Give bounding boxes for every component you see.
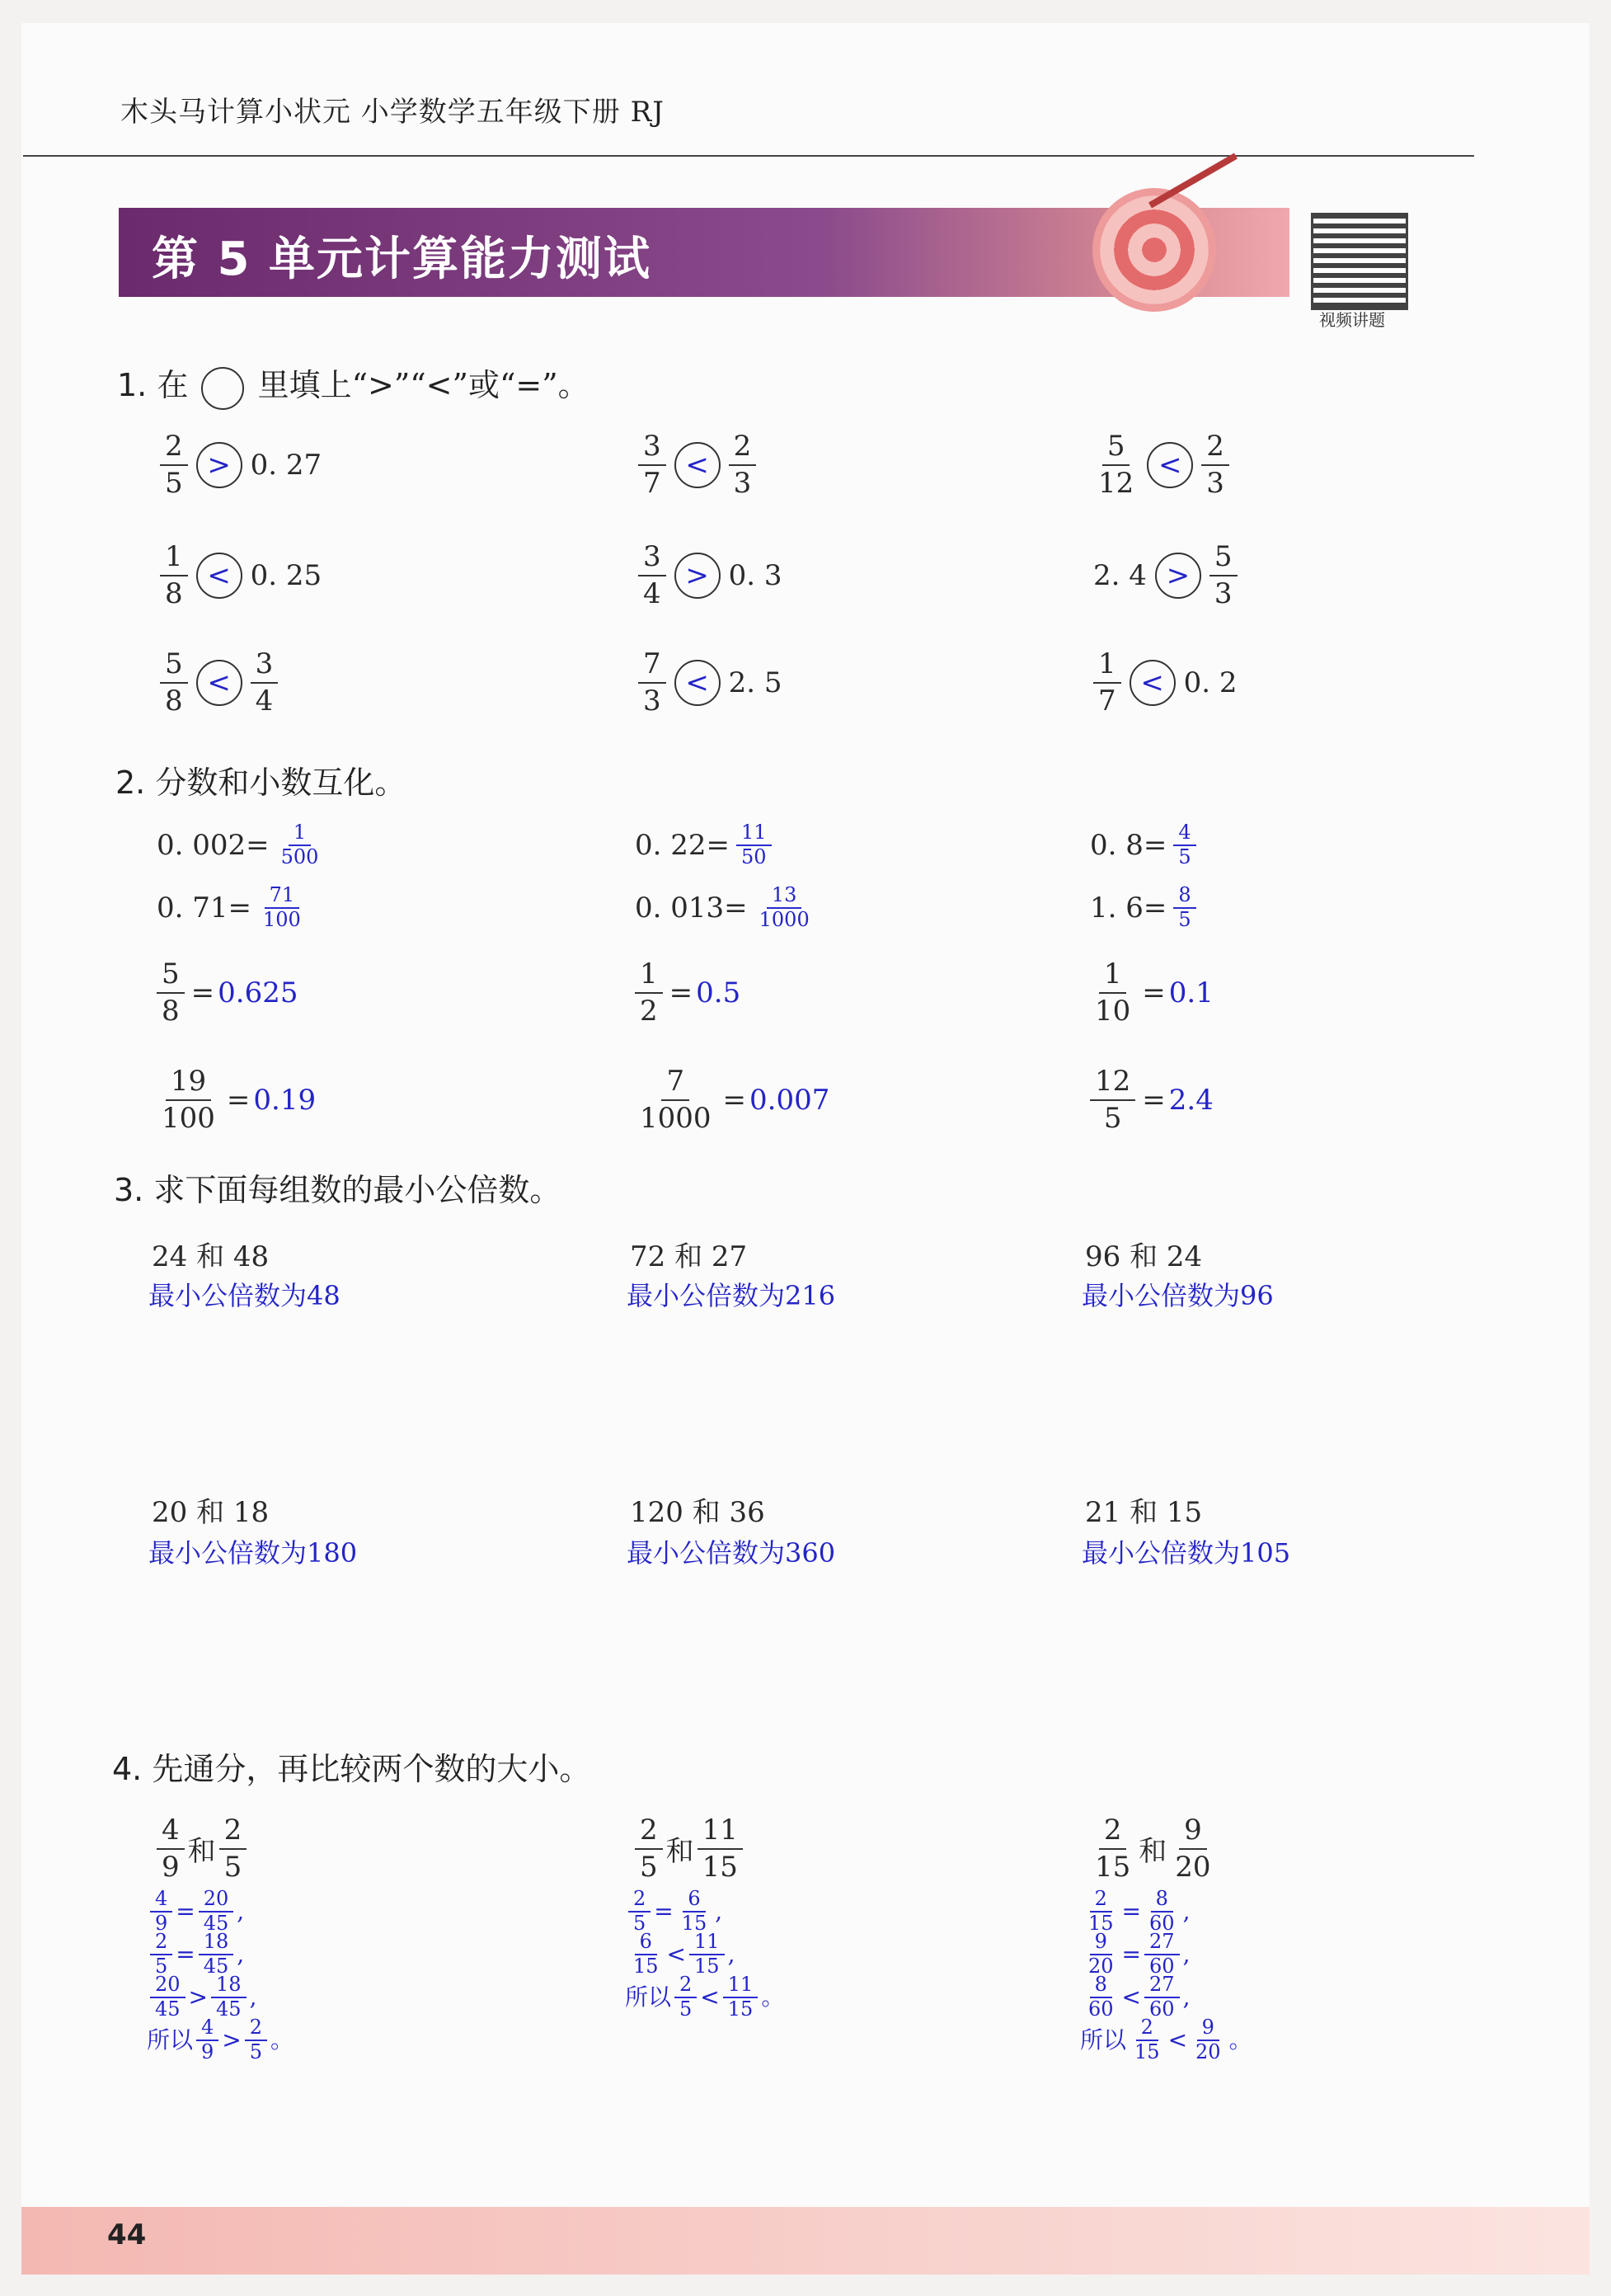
question-4-heading bbox=[112, 1743, 590, 1789]
step-left-fraction bbox=[1083, 1931, 1119, 1978]
solution-steps bbox=[1080, 1887, 1252, 2063]
step-operator: < bbox=[666, 1941, 687, 1968]
given-decimal: 0. 8= bbox=[1090, 828, 1167, 862]
conversion-item bbox=[632, 884, 818, 931]
step-right-fraction-numerator: 2 bbox=[245, 2016, 267, 2041]
step-punctuation: , bbox=[715, 1898, 723, 1925]
step-right-fraction-denominator: 5 bbox=[249, 2040, 263, 2063]
step-right-fraction-numerator: 8 bbox=[1151, 1888, 1173, 1913]
lcm-answer: 最小公倍数为48 bbox=[148, 1280, 341, 1311]
right-fraction-numerator: 2 bbox=[729, 429, 757, 466]
solution-step bbox=[147, 1930, 294, 1978]
left-fraction-numerator: 1 bbox=[160, 539, 188, 576]
step-left-fraction-denominator: 15 bbox=[1134, 2040, 1160, 2063]
right-decimal: 2. 5 bbox=[728, 666, 782, 699]
conversion-item bbox=[1087, 957, 1214, 1028]
step-right-fraction bbox=[1144, 1888, 1180, 1935]
right-fraction-numerator: 3 bbox=[251, 647, 279, 684]
answer-sign: < bbox=[196, 553, 242, 599]
page-number: 44 bbox=[107, 2218, 147, 2251]
conversion-item bbox=[153, 1064, 316, 1136]
answer-decimal: 0.625 bbox=[218, 976, 298, 1009]
step-right-fraction bbox=[723, 1974, 759, 2021]
answer-fraction-numerator: 1 bbox=[289, 821, 311, 846]
second-fraction-numerator: 9 bbox=[1179, 1813, 1207, 1850]
equals-sign: = bbox=[1142, 1083, 1166, 1117]
step-left-fraction-denominator: 60 bbox=[1088, 1997, 1114, 2021]
conversion-item bbox=[632, 957, 740, 1028]
step-left-fraction-denominator: 5 bbox=[155, 1955, 168, 1978]
second-fraction bbox=[1170, 1813, 1215, 1884]
given-fraction-numerator: 12 bbox=[1090, 1064, 1135, 1101]
step-right-fraction-denominator: 45 bbox=[203, 1955, 229, 1978]
step-right-fraction-denominator: 45 bbox=[216, 1997, 242, 2021]
given-fraction bbox=[157, 957, 185, 1028]
step-right-fraction-denominator: 45 bbox=[203, 1912, 229, 1935]
answer-sign: > bbox=[674, 553, 721, 599]
left-fraction bbox=[1093, 429, 1139, 501]
step-operator: = bbox=[176, 1898, 195, 1925]
left-fraction-denominator: 8 bbox=[165, 576, 183, 610]
first-fraction-numerator: 4 bbox=[157, 1813, 185, 1850]
conversion-item bbox=[1087, 1064, 1214, 1136]
compare-pair bbox=[632, 1813, 746, 1884]
second-fraction-denominator: 15 bbox=[702, 1850, 738, 1884]
given-decimal: 0. 71= bbox=[157, 891, 251, 925]
answer-sign: < bbox=[1130, 660, 1176, 706]
step-right-fraction bbox=[199, 1931, 234, 1978]
step-punctuation: , bbox=[1182, 1898, 1191, 1925]
left-fraction-numerator: 3 bbox=[638, 539, 666, 576]
step-right-fraction bbox=[245, 2016, 267, 2063]
right-fraction bbox=[1209, 539, 1238, 611]
given-fraction bbox=[635, 1064, 716, 1136]
compare-item bbox=[635, 539, 786, 611]
right-decimal: 0. 3 bbox=[728, 558, 782, 592]
lcm-question: 21 和 15 bbox=[1085, 1496, 1203, 1529]
lcm-answer: 最小公倍数为216 bbox=[627, 1280, 836, 1311]
given-decimal: 0. 002= bbox=[157, 828, 270, 862]
answer-fraction bbox=[1173, 821, 1195, 868]
step-left-fraction-numerator: 2 bbox=[150, 1931, 172, 1955]
right-fraction-denominator: 3 bbox=[1206, 466, 1224, 500]
left-fraction-denominator: 3 bbox=[643, 684, 661, 718]
step-operator: > bbox=[222, 2026, 242, 2054]
joiner-text: 和 bbox=[665, 1835, 694, 1868]
joiner-text: 和 bbox=[1139, 1835, 1167, 1868]
answer-decimal: 0.1 bbox=[1168, 976, 1214, 1009]
given-fraction-denominator: 1000 bbox=[640, 1101, 712, 1135]
solution-step bbox=[625, 1930, 784, 1978]
first-fraction bbox=[1090, 1813, 1135, 1884]
left-fraction-denominator: 4 bbox=[643, 576, 661, 610]
compare-item bbox=[1090, 429, 1233, 501]
conversion-item bbox=[153, 884, 309, 931]
step-right-fraction bbox=[1144, 1931, 1180, 1978]
given-fraction-denominator: 2 bbox=[640, 994, 658, 1028]
lcm-answer: 最小公倍数为105 bbox=[1082, 1537, 1291, 1569]
left-fraction bbox=[638, 647, 666, 718]
therefore-text: 所以 bbox=[147, 2026, 194, 2054]
solution-steps bbox=[625, 1887, 785, 2021]
solution-step bbox=[1080, 1973, 1252, 2021]
given-decimal: 0. 013= bbox=[635, 891, 748, 925]
answer-fraction-denominator: 1000 bbox=[759, 907, 810, 931]
answer-decimal: 2.4 bbox=[1168, 1083, 1214, 1117]
joiner-text: 和 bbox=[187, 1835, 216, 1868]
given-fraction-denominator: 100 bbox=[162, 1101, 215, 1135]
second-fraction bbox=[697, 1813, 743, 1884]
lcm-question: 24 和 48 bbox=[152, 1240, 270, 1273]
conversion-item bbox=[153, 957, 298, 1028]
answer-decimal: 0.5 bbox=[696, 976, 741, 1009]
qr-code-icon[interactable] bbox=[1311, 213, 1408, 310]
step-right-fraction-denominator: 60 bbox=[1149, 1912, 1175, 1935]
lcm-question: 120 和 36 bbox=[630, 1496, 765, 1529]
answer-fraction bbox=[754, 884, 815, 931]
qr-caption: 视频讲题 bbox=[1319, 310, 1385, 330]
left-fraction-numerator: 5 bbox=[160, 647, 188, 684]
compare-item bbox=[157, 429, 325, 501]
step-left-fraction-denominator: 9 bbox=[201, 2040, 214, 2063]
answer-fraction bbox=[1173, 884, 1195, 931]
step-right-fraction-denominator: 15 bbox=[681, 1912, 707, 1935]
right-decimal: 0. 2 bbox=[1183, 666, 1238, 699]
right-fraction-numerator: 5 bbox=[1209, 539, 1238, 576]
step-operator: > bbox=[188, 1983, 209, 2011]
solution-step bbox=[1080, 1887, 1252, 1935]
step-left-fraction-denominator: 15 bbox=[1088, 1912, 1114, 1935]
question-2-number: 2. bbox=[115, 765, 146, 801]
given-fraction bbox=[157, 1064, 220, 1136]
answer-fraction-denominator: 5 bbox=[1178, 907, 1191, 931]
left-fraction-denominator: 8 bbox=[165, 684, 183, 718]
answer-fraction bbox=[736, 821, 772, 868]
given-fraction-denominator: 8 bbox=[162, 994, 180, 1028]
unit-title: 第 5 单元计算能力测试 bbox=[152, 233, 651, 286]
question-4-prompt: 先通分，再比较两个数的大小。 bbox=[152, 1751, 591, 1787]
step-left-fraction-denominator: 15 bbox=[633, 1955, 659, 1978]
step-left-fraction-denominator: 5 bbox=[633, 1912, 646, 1935]
step-right-fraction-numerator: 18 bbox=[199, 1931, 234, 1955]
answer-decimal: 0.007 bbox=[749, 1083, 830, 1117]
step-right-fraction bbox=[211, 1974, 247, 2021]
step-left-fraction-numerator: 9 bbox=[1090, 1931, 1112, 1955]
empty-circle-icon bbox=[201, 367, 244, 410]
answer-sign: > bbox=[196, 442, 242, 488]
given-fraction-denominator: 10 bbox=[1095, 994, 1131, 1028]
compare-item bbox=[1090, 539, 1241, 611]
left-fraction bbox=[160, 647, 188, 718]
equals-sign: = bbox=[190, 976, 215, 1009]
given-fraction bbox=[635, 957, 663, 1028]
step-operator: < bbox=[700, 1983, 720, 2011]
answer-sign: < bbox=[674, 660, 721, 706]
step-left-fraction bbox=[1083, 1974, 1119, 2021]
step-punctuation: , bbox=[237, 1941, 245, 1968]
step-punctuation: , bbox=[249, 1983, 257, 2011]
conversion-item bbox=[1087, 884, 1200, 931]
answer-fraction-denominator: 5 bbox=[1178, 845, 1191, 868]
right-fraction bbox=[729, 429, 757, 501]
question-3-number: 3. bbox=[114, 1172, 144, 1208]
question-1-heading bbox=[117, 360, 589, 410]
answer-fraction-denominator: 100 bbox=[263, 907, 301, 931]
compare-pair bbox=[153, 1813, 250, 1884]
step-right-fraction-denominator: 15 bbox=[727, 1997, 754, 2021]
given-fraction-numerator: 1 bbox=[1099, 957, 1127, 994]
answer-fraction-numerator: 4 bbox=[1173, 821, 1195, 846]
question-1-prompt-pre: 在 bbox=[157, 367, 189, 403]
left-fraction-numerator: 1 bbox=[1093, 647, 1121, 684]
right-fraction-numerator: 2 bbox=[1201, 429, 1229, 466]
answer-fraction bbox=[258, 884, 306, 931]
right-fraction-denominator: 4 bbox=[255, 684, 274, 718]
step-left-fraction-numerator: 6 bbox=[635, 1931, 657, 1955]
first-fraction bbox=[635, 1813, 663, 1884]
first-fraction-numerator: 2 bbox=[1099, 1813, 1127, 1850]
given-fraction-numerator: 19 bbox=[166, 1064, 211, 1101]
step-punctuation: 。 bbox=[761, 1983, 785, 2011]
conversion-item bbox=[153, 821, 326, 868]
step-right-fraction-denominator: 60 bbox=[1149, 1955, 1175, 1978]
left-fraction-numerator: 5 bbox=[1102, 429, 1130, 466]
lcm-answer: 最小公倍数为96 bbox=[1082, 1280, 1274, 1311]
left-fraction bbox=[160, 429, 188, 501]
left-fraction bbox=[160, 539, 188, 611]
lcm-question: 96 和 24 bbox=[1085, 1240, 1203, 1273]
question-3-prompt: 求下面每组数的最小公倍数。 bbox=[153, 1172, 561, 1208]
left-fraction bbox=[1093, 647, 1121, 718]
compare-item bbox=[635, 429, 759, 501]
step-right-fraction-denominator: 20 bbox=[1195, 2040, 1221, 2063]
answer-fraction-denominator: 500 bbox=[280, 845, 319, 868]
left-fraction-denominator: 12 bbox=[1098, 466, 1134, 500]
conversion-item bbox=[632, 821, 775, 868]
answer-sign: > bbox=[1155, 553, 1201, 599]
step-left-fraction-numerator: 8 bbox=[1090, 1974, 1112, 1998]
given-fraction-numerator: 5 bbox=[157, 957, 185, 994]
lcm-question: 20 和 18 bbox=[152, 1496, 270, 1529]
second-fraction-numerator: 2 bbox=[219, 1813, 247, 1850]
step-left-fraction-numerator: 20 bbox=[150, 1974, 186, 1998]
lcm-answer: 最小公倍数为180 bbox=[148, 1537, 358, 1569]
equals-sign: = bbox=[669, 976, 693, 1009]
compare-item bbox=[635, 647, 786, 718]
solution-step bbox=[1080, 1930, 1252, 1978]
question-3-heading bbox=[114, 1164, 561, 1210]
step-punctuation: , bbox=[1182, 1983, 1191, 2011]
step-left-fraction bbox=[196, 2016, 218, 2063]
first-fraction-denominator: 9 bbox=[162, 1850, 180, 1884]
left-fraction-numerator: 2 bbox=[160, 429, 188, 466]
therefore-text: 所以 bbox=[625, 1983, 672, 2011]
step-left-fraction-numerator: 2 bbox=[1136, 2016, 1158, 2041]
left-fraction-numerator: 3 bbox=[638, 429, 666, 466]
second-fraction-denominator: 5 bbox=[223, 1850, 242, 1884]
step-punctuation: , bbox=[727, 1941, 735, 1968]
step-left-fraction-numerator: 2 bbox=[628, 1888, 651, 1913]
answer-fraction bbox=[276, 821, 324, 868]
step-punctuation: 。 bbox=[1228, 2026, 1252, 2054]
answer-fraction-numerator: 8 bbox=[1173, 884, 1195, 909]
right-fraction-denominator: 3 bbox=[733, 466, 752, 500]
step-left-fraction-numerator: 4 bbox=[150, 1888, 172, 1913]
conversion-item bbox=[1087, 821, 1200, 868]
given-fraction bbox=[1090, 1064, 1135, 1136]
second-fraction bbox=[219, 1813, 247, 1884]
header-divider bbox=[23, 155, 1474, 157]
step-left-fraction-numerator: 2 bbox=[674, 1974, 697, 1998]
step-left-fraction bbox=[150, 1931, 172, 1978]
step-right-fraction-numerator: 20 bbox=[199, 1888, 234, 1913]
lcm-question: 72 和 27 bbox=[630, 1240, 748, 1273]
answer-fraction-denominator: 50 bbox=[741, 845, 767, 868]
compare-item bbox=[1090, 647, 1241, 718]
left-fraction bbox=[638, 429, 666, 501]
right-decimal: 0. 27 bbox=[250, 448, 322, 482]
solution-step bbox=[147, 2016, 294, 2063]
answer-sign: < bbox=[674, 442, 721, 488]
step-left-fraction bbox=[1083, 1888, 1119, 1935]
step-right-fraction bbox=[1144, 1974, 1180, 2021]
answer-sign: < bbox=[196, 660, 242, 706]
step-right-fraction-numerator: 9 bbox=[1197, 2016, 1219, 2041]
given-decimal: 0. 22= bbox=[635, 828, 730, 862]
answer-fraction-numerator: 71 bbox=[265, 884, 300, 909]
right-decimal: 0. 25 bbox=[250, 558, 322, 592]
question-2-heading bbox=[115, 757, 406, 802]
solution-step bbox=[625, 1887, 784, 1935]
first-fraction-denominator: 15 bbox=[1095, 1850, 1131, 1884]
compare-item bbox=[157, 539, 325, 611]
given-fraction-denominator: 5 bbox=[1103, 1101, 1122, 1135]
step-right-fraction bbox=[677, 1888, 712, 1935]
step-right-fraction-numerator: 11 bbox=[689, 1931, 725, 1955]
book-title: 木头马计算小状元 小学数学五年级下册 RJ bbox=[120, 96, 665, 129]
given-decimal: 1. 6= bbox=[1090, 891, 1167, 925]
step-left-fraction bbox=[628, 1888, 651, 1935]
lcm-answer: 最小公倍数为360 bbox=[627, 1537, 836, 1569]
step-right-fraction-denominator: 15 bbox=[694, 1955, 720, 1978]
step-right-fraction-numerator: 18 bbox=[211, 1974, 247, 1998]
step-punctuation: , bbox=[237, 1898, 245, 1925]
question-1-prompt-post: 里填上“>”“<”或“=”。 bbox=[257, 367, 589, 403]
step-left-fraction-numerator: 2 bbox=[1090, 1888, 1112, 1913]
step-operator: = bbox=[1121, 1941, 1142, 1968]
compare-pair bbox=[1087, 1813, 1219, 1884]
left-fraction-numerator: 7 bbox=[638, 647, 666, 684]
step-left-fraction-denominator: 5 bbox=[679, 1997, 693, 2021]
left-fraction-denominator: 7 bbox=[643, 466, 661, 500]
solution-step bbox=[625, 1973, 785, 2021]
step-punctuation: , bbox=[1182, 1941, 1191, 1968]
step-left-fraction-numerator: 4 bbox=[196, 2016, 218, 2041]
step-right-fraction bbox=[199, 1888, 234, 1935]
first-fraction bbox=[157, 1813, 185, 1884]
left-decimal: 2. 4 bbox=[1093, 558, 1147, 592]
answer-decimal: 0.19 bbox=[253, 1083, 317, 1117]
question-1-number: 1. bbox=[117, 367, 148, 403]
step-operator: < bbox=[1167, 2026, 1188, 2054]
step-left-fraction-denominator: 20 bbox=[1088, 1955, 1114, 1978]
step-right-fraction-denominator: 60 bbox=[1149, 1997, 1175, 2021]
step-right-fraction bbox=[1191, 2016, 1226, 2063]
solution-step bbox=[1080, 2016, 1252, 2063]
second-fraction-denominator: 20 bbox=[1175, 1850, 1211, 1884]
step-left-fraction bbox=[150, 1888, 172, 1935]
question-2-prompt: 分数和小数互化。 bbox=[155, 765, 406, 801]
left-fraction-denominator: 5 bbox=[165, 466, 183, 500]
equals-sign: = bbox=[1142, 976, 1166, 1009]
conversion-item bbox=[632, 1064, 829, 1136]
step-left-fraction-denominator: 9 bbox=[155, 1912, 168, 1935]
footer-band bbox=[21, 2207, 1590, 2275]
answer-fraction-numerator: 13 bbox=[767, 884, 802, 909]
given-fraction-numerator: 1 bbox=[635, 957, 663, 994]
step-right-fraction-numerator: 27 bbox=[1144, 1931, 1180, 1955]
step-left-fraction bbox=[150, 1974, 186, 2021]
right-fraction bbox=[251, 647, 279, 718]
step-left-fraction-denominator: 45 bbox=[155, 1997, 181, 2021]
given-fraction bbox=[1090, 957, 1135, 1028]
left-fraction bbox=[638, 539, 666, 611]
solution-step bbox=[147, 1887, 294, 1935]
answer-fraction-numerator: 11 bbox=[736, 821, 772, 846]
step-operator: = bbox=[1121, 1898, 1142, 1925]
step-right-fraction bbox=[689, 1931, 725, 1978]
equals-sign: = bbox=[722, 1083, 747, 1117]
equals-sign: = bbox=[226, 1083, 251, 1117]
left-fraction-denominator: 7 bbox=[1098, 684, 1116, 718]
second-fraction-numerator: 11 bbox=[697, 1813, 743, 1850]
step-right-fraction-numerator: 27 bbox=[1144, 1974, 1180, 1998]
therefore-text: 所以 bbox=[1080, 2026, 1127, 2054]
first-fraction-denominator: 5 bbox=[640, 1850, 658, 1884]
right-fraction-denominator: 3 bbox=[1214, 576, 1233, 610]
given-fraction-numerator: 7 bbox=[661, 1064, 689, 1101]
step-right-fraction-numerator: 6 bbox=[683, 1888, 705, 1913]
compare-item bbox=[157, 647, 281, 718]
right-fraction bbox=[1201, 429, 1229, 501]
step-right-fraction-numerator: 11 bbox=[723, 1974, 759, 1998]
step-operator: = bbox=[654, 1898, 674, 1925]
question-4-number: 4. bbox=[112, 1751, 143, 1787]
solution-step bbox=[147, 1973, 294, 2021]
step-operator: < bbox=[1121, 1983, 1142, 2011]
step-punctuation: 。 bbox=[270, 2026, 294, 2054]
step-operator: = bbox=[176, 1941, 195, 1968]
step-left-fraction bbox=[1130, 2016, 1165, 2063]
solution-steps bbox=[147, 1887, 294, 2063]
answer-sign: < bbox=[1147, 442, 1193, 488]
step-left-fraction bbox=[628, 1931, 664, 1978]
step-left-fraction bbox=[674, 1974, 697, 2021]
first-fraction-numerator: 2 bbox=[635, 1813, 663, 1850]
